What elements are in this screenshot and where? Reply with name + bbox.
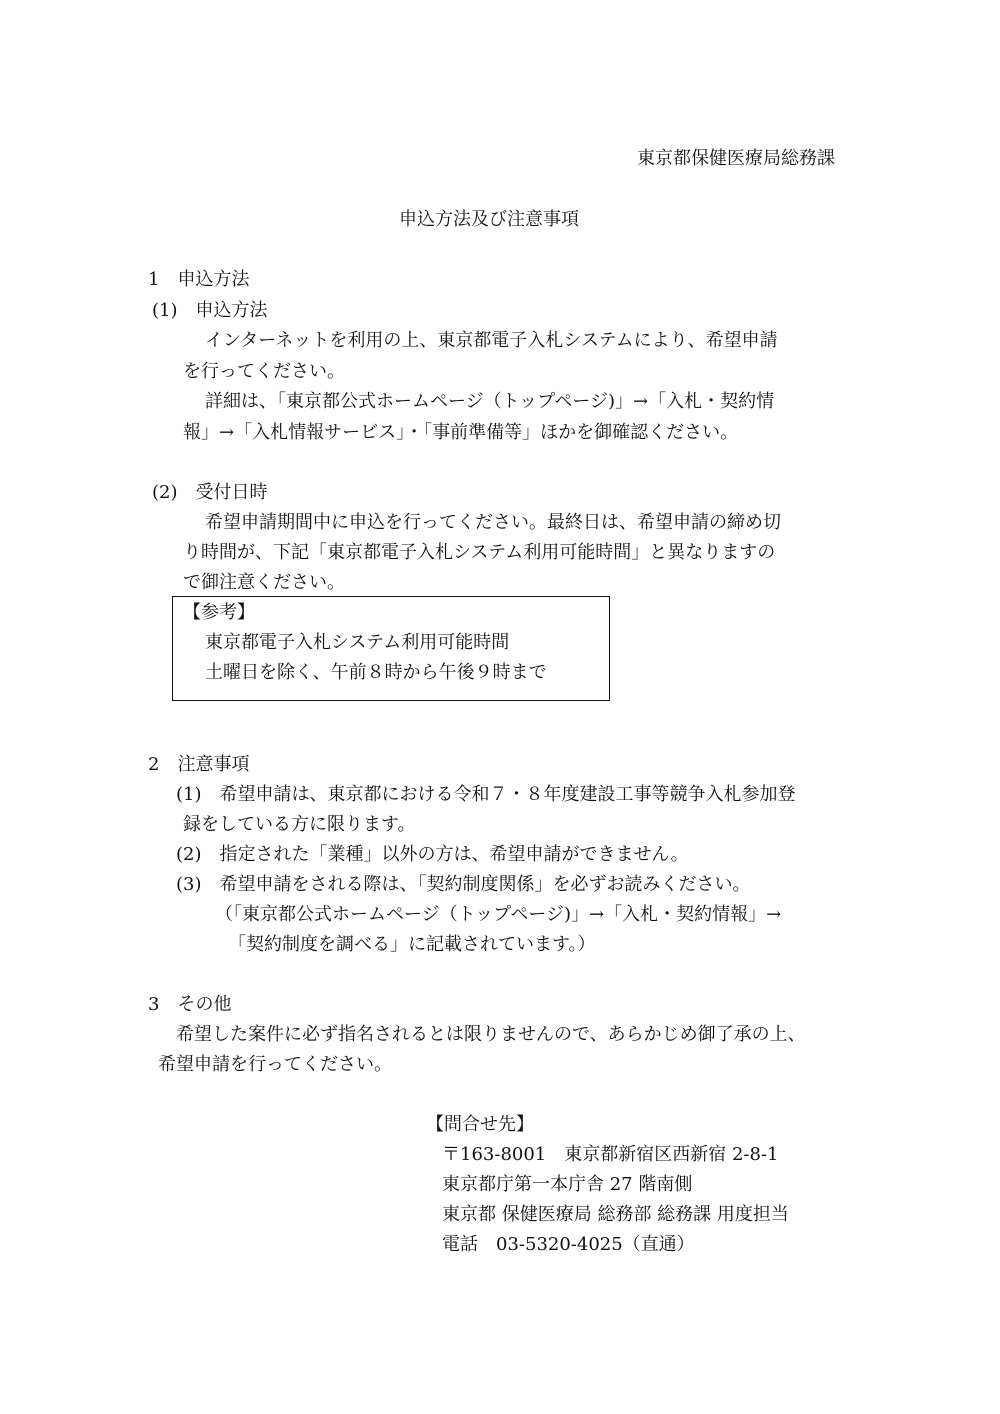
section-2-line: (2) 指定された「業種」以外の方は、希望申請ができません。 xyxy=(176,844,689,865)
section-2-line: (3) 希望申請をされる際は、「契約制度関係」を必ずお読みください。 xyxy=(176,874,751,895)
section-1-2-heading: (2) 受付日時 xyxy=(152,482,268,503)
contact-line: 東京都 保健医療局 総務部 総務課 用度担当 xyxy=(442,1204,789,1225)
section-3-line: 希望申請を行ってください。 xyxy=(158,1054,392,1075)
section-1-heading: 1 申込方法 xyxy=(148,269,250,290)
section-1-2-line: 希望申請期間中に申込を行ってください。最終日は、希望申請の締め切 xyxy=(205,512,781,533)
section-3-heading: 3 その他 xyxy=(148,994,232,1015)
reference-line: 東京都電子入札システム利用可能時間 xyxy=(205,632,510,653)
section-2-line: (1) 希望申請は、東京都における令和７・８年度建設工事等競争入札参加登 xyxy=(176,784,796,805)
contact-line: 東京都庁第一本庁舎 27 階南側 xyxy=(442,1174,693,1195)
section-1-1-line: を行ってください。 xyxy=(183,361,345,382)
section-1-1-line: 詳細は、「東京都公式ホームページ（トップページ)」→「入札・契約情 xyxy=(205,391,775,412)
contact-heading: 【問合せ先】 xyxy=(426,1114,534,1135)
section-1-1-line: インターネットを利用の上、東京都電子入札システムにより、希望申請 xyxy=(205,330,778,351)
contact-line: 〒163-8001 東京都新宿区西新宿 2-8-1 xyxy=(442,1144,779,1165)
reference-line: 土曜日を除く、午前８時から午後９時まで xyxy=(205,662,547,683)
section-2-line: 録をしている方に限ります。 xyxy=(183,814,416,835)
section-2-line: （「東京都公式ホームページ（トップページ)」→「入札・契約情報」→ xyxy=(215,904,782,925)
contact-line: 電話 03-5320-4025（直通） xyxy=(442,1234,695,1255)
section-1-1-heading: (1) 申込方法 xyxy=(152,300,268,321)
section-2-line: 「契約制度を調べる」に記載されています。） xyxy=(228,934,596,955)
section-3-line: 希望した案件に必ず指名されるとは限りませんので、あらかじめ御了承の上、 xyxy=(176,1024,806,1045)
section-1-2-line: で御注意ください。 xyxy=(183,572,345,593)
reference-label: 【参考】 xyxy=(183,602,255,623)
section-2-heading: 2 注意事項 xyxy=(148,754,250,775)
section-1-1-line: 報」→「入札情報サービス」・「事前準備等」ほかを御確認ください。 xyxy=(183,422,739,443)
section-1-2-line: り時間が、下記「東京都電子入札システム利用可能時間」と異なりますの xyxy=(183,542,776,563)
document-title: 申込方法及び注意事項 xyxy=(399,209,579,230)
department-name: 東京都保健医療局総務課 xyxy=(637,148,835,169)
